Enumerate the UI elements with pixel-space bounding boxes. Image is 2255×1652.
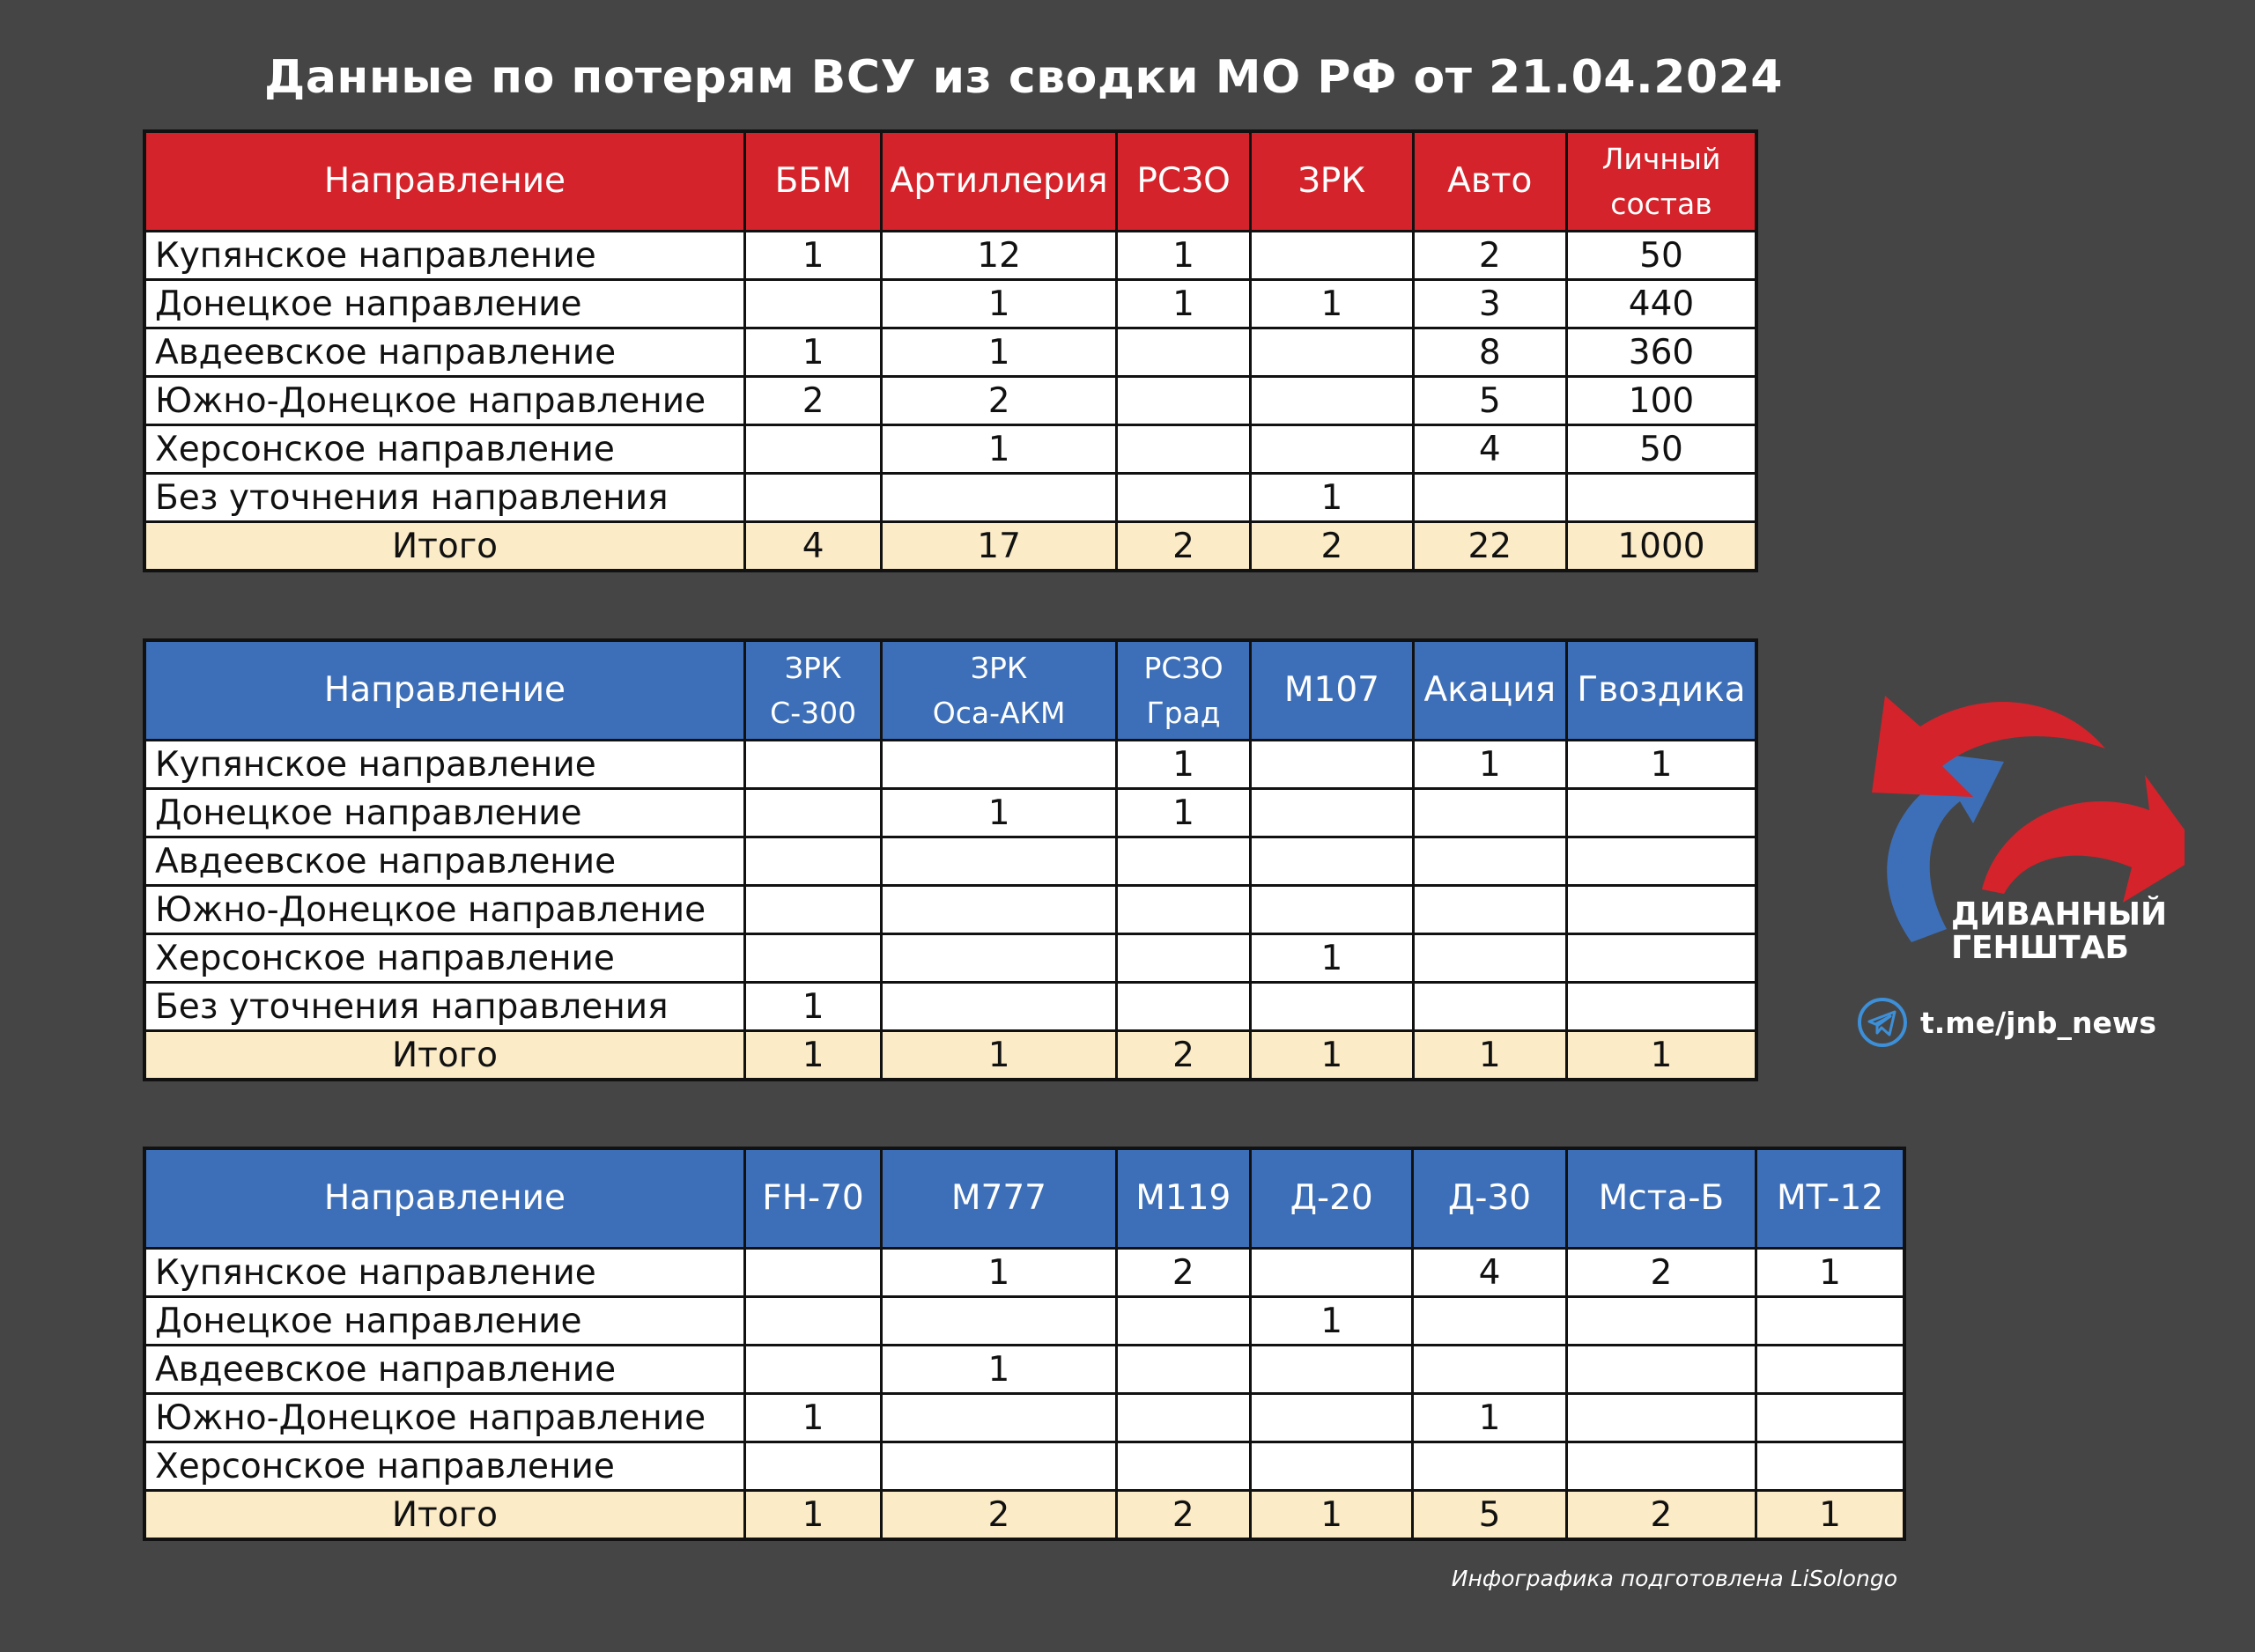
- value-cell: 1: [882, 280, 1117, 328]
- table-row: [144, 741, 1756, 789]
- value-cell: 1: [1251, 474, 1413, 522]
- value-cell: [1251, 983, 1413, 1031]
- table-row: [144, 1442, 1904, 1491]
- value-cell: [1566, 1297, 1756, 1346]
- direction-cell: Донецкое направление: [144, 280, 744, 328]
- total-value: 1: [1413, 1031, 1566, 1080]
- value-cell: [1756, 1442, 1904, 1491]
- value-cell: [744, 425, 881, 474]
- value-cell: 1: [1251, 934, 1413, 983]
- column-header: ББМ: [744, 131, 881, 232]
- value-cell: [1116, 425, 1250, 474]
- total-value: 2: [1116, 522, 1250, 572]
- value-cell: [882, 983, 1117, 1031]
- value-cell: 1: [1413, 741, 1566, 789]
- column-header: РСЗО Град: [1116, 640, 1250, 741]
- value-cell: [1116, 983, 1250, 1031]
- direction-cell: Купянское направление: [144, 232, 744, 280]
- total-value: 2: [1116, 1031, 1250, 1080]
- value-cell: [1566, 934, 1756, 983]
- value-cell: 5: [1413, 377, 1566, 425]
- table-row: [144, 1394, 1904, 1442]
- value-cell: 1: [1116, 741, 1250, 789]
- total-value: 2: [1251, 522, 1413, 572]
- total-value: 2: [882, 1491, 1117, 1540]
- value-cell: 12: [882, 232, 1117, 280]
- value-cell: [1566, 1394, 1756, 1442]
- value-cell: [1116, 1394, 1250, 1442]
- value-cell: 1: [882, 425, 1117, 474]
- column-header: Направление: [144, 1148, 744, 1249]
- value-cell: 1: [882, 1346, 1117, 1394]
- value-cell: 1: [1116, 280, 1250, 328]
- value-cell: [1413, 983, 1566, 1031]
- value-cell: [882, 1442, 1117, 1491]
- value-cell: [1413, 1442, 1566, 1491]
- value-cell: 1: [1756, 1249, 1904, 1297]
- total-label: Итого: [144, 522, 744, 572]
- page-title: Данные по потерям ВСУ из сводки МО РФ от 21.04.2024: [264, 51, 1783, 104]
- value-cell: [1251, 232, 1413, 280]
- column-header: Личный состав: [1566, 131, 1756, 232]
- table-row: [144, 1346, 1904, 1394]
- value-cell: [744, 1346, 881, 1394]
- direction-cell: Авдеевское направление: [144, 837, 744, 886]
- value-cell: [1413, 837, 1566, 886]
- value-cell: [1251, 886, 1413, 934]
- value-cell: 1: [744, 983, 881, 1031]
- table-row: [144, 886, 1756, 934]
- total-value: 1: [744, 1491, 881, 1540]
- value-cell: [1116, 1442, 1250, 1491]
- value-cell: [1116, 1346, 1250, 1394]
- value-cell: 1: [882, 789, 1117, 837]
- telegram-icon: [1857, 997, 1908, 1048]
- value-cell: [744, 1249, 881, 1297]
- total-value: 1: [744, 1031, 881, 1080]
- total-value: 1: [1756, 1491, 1904, 1540]
- total-value: 1000: [1566, 522, 1756, 572]
- value-cell: 4: [1413, 425, 1566, 474]
- direction-cell: Без уточнения направления: [144, 474, 744, 522]
- total-value: 1: [882, 1031, 1117, 1080]
- column-header: РСЗО: [1116, 131, 1250, 232]
- value-cell: [882, 886, 1117, 934]
- column-header: Направление: [144, 131, 744, 232]
- value-cell: 1: [1116, 232, 1250, 280]
- value-cell: [744, 1442, 881, 1491]
- credit-text: Инфографика подготовлена LiSolongo: [1451, 1566, 1897, 1591]
- value-cell: [1116, 837, 1250, 886]
- column-header: МТ-12: [1756, 1148, 1904, 1249]
- value-cell: [1251, 425, 1413, 474]
- column-header: Авто: [1413, 131, 1566, 232]
- value-cell: [744, 741, 881, 789]
- value-cell: [1756, 1297, 1904, 1346]
- table-row: [144, 837, 1756, 886]
- value-cell: [1116, 1297, 1250, 1346]
- direction-cell: Авдеевское направление: [144, 328, 744, 377]
- value-cell: 8: [1413, 328, 1566, 377]
- value-cell: 100: [1566, 377, 1756, 425]
- value-cell: [1250, 1442, 1412, 1491]
- value-cell: [1250, 1346, 1412, 1394]
- value-cell: 2: [882, 377, 1117, 425]
- value-cell: [882, 837, 1117, 886]
- value-cell: 1: [1566, 741, 1756, 789]
- value-cell: [1566, 789, 1756, 837]
- total-value: 5: [1413, 1491, 1566, 1540]
- value-cell: [1756, 1394, 1904, 1442]
- total-value: 1: [1250, 1491, 1412, 1540]
- value-cell: [744, 1297, 881, 1346]
- value-cell: 2: [1566, 1249, 1756, 1297]
- table-row: [144, 328, 1756, 377]
- value-cell: [1251, 377, 1413, 425]
- direction-cell: Купянское направление: [144, 1249, 744, 1297]
- total-row: [144, 1031, 1756, 1080]
- column-header: ЗРК Оса-АКМ: [882, 640, 1117, 741]
- value-cell: [882, 741, 1117, 789]
- table-row: [144, 1249, 1904, 1297]
- losses-table-artillery: [143, 1147, 1906, 1541]
- value-cell: [744, 934, 881, 983]
- table-header-row: [144, 131, 1756, 232]
- value-cell: [1116, 886, 1250, 934]
- value-cell: 2: [744, 377, 881, 425]
- direction-cell: Южно-Донецкое направление: [144, 377, 744, 425]
- column-header: Акация: [1413, 640, 1566, 741]
- value-cell: [1250, 1394, 1412, 1442]
- value-cell: 1: [744, 1394, 881, 1442]
- direction-cell: Донецкое направление: [144, 1297, 744, 1346]
- value-cell: [1566, 886, 1756, 934]
- total-value: 4: [744, 522, 881, 572]
- table-row: [144, 934, 1756, 983]
- value-cell: [1566, 1346, 1756, 1394]
- total-row: [144, 522, 1756, 572]
- total-value: 1: [1251, 1031, 1413, 1080]
- brand-line-2: ГЕНШТАБ: [1951, 930, 2129, 966]
- value-cell: 2: [1413, 232, 1566, 280]
- table-header-row: [144, 640, 1756, 741]
- losses-table-equipment: [143, 638, 1758, 1081]
- column-header: Д-30: [1413, 1148, 1566, 1249]
- value-cell: [744, 280, 881, 328]
- total-value: 17: [882, 522, 1117, 572]
- direction-cell: Авдеевское направление: [144, 1346, 744, 1394]
- value-cell: 440: [1566, 280, 1756, 328]
- direction-cell: Южно-Донецкое направление: [144, 1394, 744, 1442]
- total-label: Итого: [144, 1491, 744, 1540]
- value-cell: 50: [1566, 425, 1756, 474]
- value-cell: [1413, 789, 1566, 837]
- table-header-row: [144, 1148, 1904, 1249]
- table-row: [144, 232, 1756, 280]
- table-row: [144, 425, 1756, 474]
- value-cell: [1756, 1346, 1904, 1394]
- value-cell: [1251, 741, 1413, 789]
- table-row: [144, 1297, 1904, 1346]
- direction-cell: Купянское направление: [144, 741, 744, 789]
- value-cell: [1116, 377, 1250, 425]
- table-row: [144, 789, 1756, 837]
- column-header: Д-20: [1250, 1148, 1412, 1249]
- value-cell: 1: [1116, 789, 1250, 837]
- direction-cell: Южно-Донецкое направление: [144, 886, 744, 934]
- value-cell: [744, 474, 881, 522]
- total-value: 2: [1566, 1491, 1756, 1540]
- value-cell: [882, 1394, 1117, 1442]
- brand-line-1: ДИВАННЫЙ: [1951, 896, 2168, 933]
- value-cell: 2: [1116, 1249, 1250, 1297]
- value-cell: 1: [882, 328, 1117, 377]
- brand-name: [1951, 898, 2167, 965]
- value-cell: [1116, 474, 1250, 522]
- value-cell: 1: [1250, 1297, 1412, 1346]
- value-cell: 1: [1251, 280, 1413, 328]
- value-cell: 360: [1566, 328, 1756, 377]
- value-cell: [1251, 328, 1413, 377]
- value-cell: [1566, 983, 1756, 1031]
- value-cell: [744, 886, 881, 934]
- table-row: [144, 280, 1756, 328]
- table-row: [144, 474, 1756, 522]
- value-cell: [1116, 934, 1250, 983]
- direction-cell: Херсонское направление: [144, 934, 744, 983]
- value-cell: [1413, 1346, 1566, 1394]
- total-row: [144, 1491, 1904, 1540]
- value-cell: [1566, 837, 1756, 886]
- value-cell: 1: [744, 232, 881, 280]
- value-cell: 50: [1566, 232, 1756, 280]
- value-cell: 1: [882, 1249, 1117, 1297]
- value-cell: [1251, 789, 1413, 837]
- value-cell: [1413, 1297, 1566, 1346]
- telegram-handle: t.me/jnb_news: [1920, 1005, 2157, 1040]
- value-cell: 4: [1413, 1249, 1566, 1297]
- total-value: 1: [1566, 1031, 1756, 1080]
- column-header: M119: [1116, 1148, 1250, 1249]
- value-cell: 1: [744, 328, 881, 377]
- telegram-link[interactable]: [1857, 997, 2156, 1048]
- value-cell: [1250, 1249, 1412, 1297]
- value-cell: 3: [1413, 280, 1566, 328]
- value-cell: 1: [1413, 1394, 1566, 1442]
- total-label: Итого: [144, 1031, 744, 1080]
- direction-cell: Херсонское направление: [144, 1442, 744, 1491]
- value-cell: [1566, 474, 1756, 522]
- column-header: Артиллерия: [882, 131, 1117, 232]
- value-cell: [1566, 1442, 1756, 1491]
- total-value: 2: [1116, 1491, 1250, 1540]
- table-row: [144, 377, 1756, 425]
- value-cell: [744, 837, 881, 886]
- column-header: ЗРК С-300: [744, 640, 881, 741]
- value-cell: [882, 934, 1117, 983]
- losses-table-main: [143, 129, 1758, 572]
- value-cell: [882, 474, 1117, 522]
- column-header: M777: [882, 1148, 1117, 1249]
- value-cell: [882, 1297, 1117, 1346]
- column-header: Направление: [144, 640, 744, 741]
- value-cell: [1413, 474, 1566, 522]
- total-value: 22: [1413, 522, 1566, 572]
- value-cell: [744, 789, 881, 837]
- column-header: ЗРК: [1251, 131, 1413, 232]
- value-cell: [1251, 837, 1413, 886]
- value-cell: [1413, 886, 1566, 934]
- direction-cell: Без уточнения направления: [144, 983, 744, 1031]
- table-row: [144, 983, 1756, 1031]
- value-cell: [1116, 328, 1250, 377]
- column-header: М107: [1251, 640, 1413, 741]
- value-cell: [1413, 934, 1566, 983]
- direction-cell: Херсонское направление: [144, 425, 744, 474]
- column-header: Гвоздика: [1566, 640, 1756, 741]
- column-header: FH-70: [744, 1148, 881, 1249]
- direction-cell: Донецкое направление: [144, 789, 744, 837]
- column-header: Мста-Б: [1566, 1148, 1756, 1249]
